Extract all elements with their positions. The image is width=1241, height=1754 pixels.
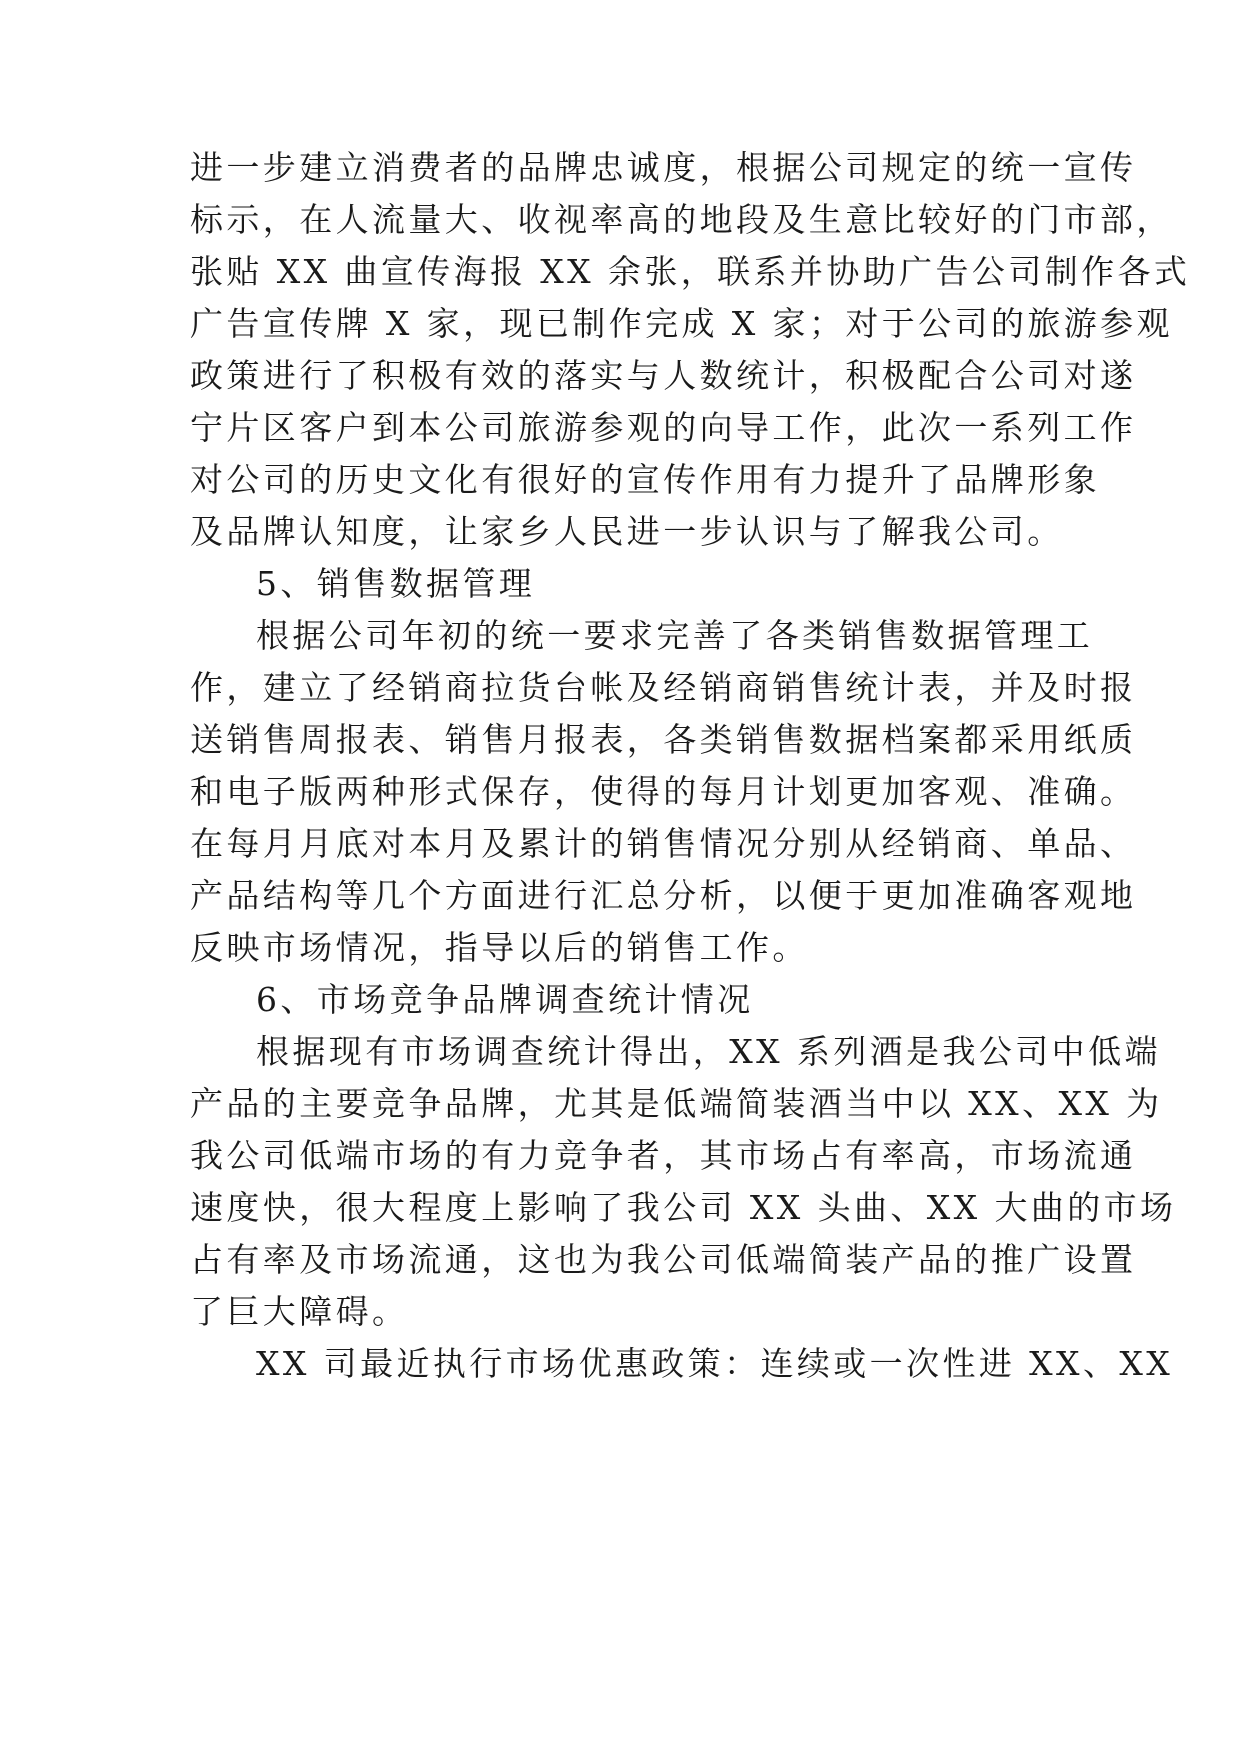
- paragraph-line: XX 司最近执行市场优惠政策：连续或一次性进 XX、XX: [256, 1344, 1174, 1383]
- section-heading: 5、销售数据管理: [256, 564, 536, 603]
- paragraph-line: 宁片区客户到本公司旅游参观的向导工作，此次一系列工作: [190, 408, 1137, 447]
- paragraph-line: 张贴 XX 曲宣传海报 XX 余张，联系并协助广告公司制作各式: [190, 252, 1191, 291]
- paragraph-line: 了巨大障碍。: [190, 1292, 409, 1331]
- paragraph-line: 产品结构等几个方面进行汇总分析，以便于更加准确客观地: [190, 876, 1137, 915]
- paragraph-line: 根据公司年初的统一要求完善了各类销售数据管理工: [256, 616, 1094, 655]
- paragraph-line: 政策进行了积极有效的落实与人数统计，积极配合公司对遂: [190, 356, 1137, 395]
- paragraph-line: 在每月月底对本月及累计的销售情况分别从经销商、单品、: [190, 824, 1137, 863]
- paragraph-line: 作，建立了经销商拉货台帐及经销商销售统计表，并及时报: [190, 668, 1137, 707]
- paragraph-line: 进一步建立消费者的品牌忠诚度，根据公司规定的统一宣传: [190, 148, 1137, 187]
- paragraph-line: 反映市场情况，指导以后的销售工作。: [190, 928, 809, 967]
- paragraph-line: 我公司低端市场的有力竞争者，其市场占有率高，市场流通: [190, 1136, 1137, 1175]
- paragraph-line: 和电子版两种形式保存，使得的每月计划更加客观、准确。: [190, 772, 1137, 811]
- paragraph-line: 根据现有市场调查统计得出，XX 系列酒是我公司中低端: [256, 1032, 1161, 1071]
- paragraph-line: 及品牌认知度，让家乡人民进一步认识与了解我公司。: [190, 512, 1064, 551]
- paragraph-line: 占有率及市场流通，这也为我公司低端简装产品的推广设置: [190, 1240, 1137, 1279]
- paragraph-line: 产品的主要竞争品牌，尤其是低端简装酒当中以 XX、XX 为: [190, 1084, 1163, 1123]
- paragraph-line: 送销售周报表、销售月报表，各类销售数据档案都采用纸质: [190, 720, 1137, 759]
- paragraph-line: 标示，在人流量大、收视率高的地段及生意比较好的门市部，: [190, 200, 1173, 239]
- paragraph-line: 对公司的历史文化有很好的宣传作用有力提升了品牌形象: [190, 460, 1100, 499]
- section-heading: 6、市场竞争品牌调查统计情况: [256, 980, 754, 1019]
- paragraph-line: 速度快，很大程度上影响了我公司 XX 头曲、XX 大曲的市场: [190, 1188, 1177, 1227]
- paragraph-line: 广告宣传牌 X 家，现已制作完成 X 家；对于公司的旅游参观: [190, 304, 1173, 343]
